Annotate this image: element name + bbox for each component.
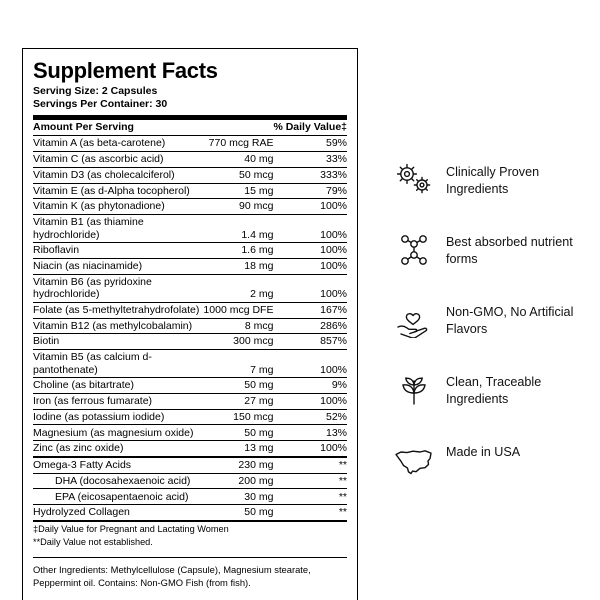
feature-item xyxy=(392,160,587,200)
nutrient-name: EPA (eicosapentaenoic acid) xyxy=(33,489,203,505)
nutrient-amount: 15 mg xyxy=(203,183,273,199)
nutrient-name: Iron (as ferrous fumarate) xyxy=(33,393,203,409)
nutrient-name: Choline (as bitartrate) xyxy=(33,378,203,394)
footnote-asterisk: **Daily Value not established. xyxy=(33,537,153,548)
nutrient-daily-value: 100% xyxy=(273,441,347,457)
nutrient-name: Magnesium (as magnesium oxide) xyxy=(33,425,203,441)
col-header-daily-value: % Daily Value‡ xyxy=(273,120,347,136)
nutrient-name: Vitamin A (as beta-carotene) xyxy=(33,136,203,152)
nutrient-name: Vitamin B12 (as methylcobalamin) xyxy=(33,318,203,334)
table-row xyxy=(33,409,347,425)
nutrient-name: Omega-3 Fatty Acids xyxy=(33,457,203,473)
table-row xyxy=(33,243,347,259)
nutrient-daily-value: 33% xyxy=(273,152,347,168)
nutrient-amount: 200 mg xyxy=(203,473,273,489)
nutrient-name: Iodine (as potassium iodide) xyxy=(33,409,203,425)
nutrient-daily-value: 100% xyxy=(273,350,347,378)
nutrient-amount: 50 mg xyxy=(203,378,273,394)
nutrient-daily-value: ** xyxy=(273,489,347,505)
nutrient-daily-value: 100% xyxy=(273,258,347,274)
feature-item xyxy=(392,300,587,340)
other-ingredients: Other Ingredients: Methylcellulose (Capsule), Magnesium stearate, Peppermint oil. Contains: Non-GMO Fish (from fish). xyxy=(33,563,311,588)
nutrient-name: Vitamin C (as ascorbic acid) xyxy=(33,152,203,168)
nutrient-amount: 50 mg xyxy=(203,425,273,441)
servings-per-container: Servings Per Container: 30 xyxy=(33,97,168,110)
leaf-icon xyxy=(392,370,436,410)
table-row xyxy=(33,152,347,168)
nutrient-daily-value: 333% xyxy=(273,167,347,183)
nutrient-name: Vitamin B6 (as pyridoxine hydrochloride) xyxy=(33,274,203,302)
nutrient-amount: 27 mg xyxy=(203,393,273,409)
nutrient-name: Riboflavin xyxy=(33,243,203,259)
serving-size: Serving Size: 2 Capsules xyxy=(33,85,158,98)
feature-item xyxy=(392,440,587,480)
supplement-facts-panel xyxy=(22,48,358,600)
feature-item xyxy=(392,230,587,270)
nutrient-name: Zinc (as zinc oxide) xyxy=(33,441,203,457)
nutrient-amount: 50 mg xyxy=(203,505,273,521)
nutrient-table xyxy=(33,120,347,522)
nutrient-daily-value: 857% xyxy=(273,334,347,350)
table-row xyxy=(33,457,347,473)
nutrient-name: Niacin (as niacinamide) xyxy=(33,258,203,274)
nutrient-name: Vitamin B5 (as calcium d-pantothenate) xyxy=(33,350,203,378)
table-row xyxy=(33,215,347,243)
usa-map-icon xyxy=(392,440,436,480)
nutrient-amount: 7 mg xyxy=(203,350,273,378)
nutrient-daily-value: 100% xyxy=(273,393,347,409)
table-row xyxy=(33,441,347,457)
nutrient-amount: 30 mg xyxy=(203,489,273,505)
table-row xyxy=(33,199,347,215)
feature-item xyxy=(392,370,587,410)
col-header-amount: Amount Per Serving xyxy=(33,120,203,136)
hand-heart-icon xyxy=(392,300,436,340)
other-ingredients-divider xyxy=(33,557,347,558)
nutrient-amount: 13 mg xyxy=(203,441,273,457)
nutrient-daily-value: 79% xyxy=(273,183,347,199)
nutrient-amount: 230 mg xyxy=(203,457,273,473)
col-header-spacer xyxy=(203,120,273,136)
feature-label: Made in USA xyxy=(446,445,521,459)
nutrient-daily-value: 100% xyxy=(273,274,347,302)
nutrient-amount: 1.4 mg xyxy=(203,215,273,243)
nutrient-amount: 300 mcg xyxy=(203,334,273,350)
nutrient-daily-value: ** xyxy=(273,505,347,521)
table-row xyxy=(33,378,347,394)
table-row xyxy=(33,274,347,302)
table-row xyxy=(33,258,347,274)
table-row xyxy=(33,425,347,441)
nutrient-amount: 50 mcg xyxy=(203,167,273,183)
table-row xyxy=(33,183,347,199)
footnotes xyxy=(33,524,347,550)
table-row xyxy=(33,473,347,489)
nutrient-amount: 2 mg xyxy=(203,274,273,302)
nutrient-amount: 90 mcg xyxy=(203,199,273,215)
feature-label: Non-GMO, No Artificial Flavors xyxy=(446,305,574,336)
nutrient-daily-value: 100% xyxy=(273,215,347,243)
nutrient-name: Vitamin D3 (as cholecalciferol) xyxy=(33,167,203,183)
footnote-dagger: ‡Daily Value for Pregnant and Lactating Women xyxy=(33,524,229,535)
feature-label: Best absorbed nutrient forms xyxy=(446,235,573,266)
nutrient-name: Hydrolyzed Collagen xyxy=(33,505,203,521)
table-row xyxy=(33,489,347,505)
nutrient-daily-value: 13% xyxy=(273,425,347,441)
nutrient-amount: 18 mg xyxy=(203,258,273,274)
nutrient-daily-value: 52% xyxy=(273,409,347,425)
nutrient-name: Vitamin E (as d-Alpha tocopherol) xyxy=(33,183,203,199)
nutrient-daily-value: ** xyxy=(273,473,347,489)
nutrient-amount: 150 mcg xyxy=(203,409,273,425)
gears-icon xyxy=(392,160,436,200)
nutrient-name: DHA (docosahexaenoic acid) xyxy=(33,473,203,489)
nutrient-amount: 1000 mcg DFE xyxy=(203,302,273,318)
table-row xyxy=(33,302,347,318)
nutrient-amount: 1.6 mg xyxy=(203,243,273,259)
table-row xyxy=(33,350,347,378)
table-row xyxy=(33,318,347,334)
table-row xyxy=(33,334,347,350)
nutrient-name: Vitamin K (as phytonadione) xyxy=(33,199,203,215)
nutrient-name: Folate (as 5-methyltetrahydrofolate) xyxy=(33,302,203,318)
nutrient-daily-value: 59% xyxy=(273,136,347,152)
nutrient-daily-value: 100% xyxy=(273,199,347,215)
molecule-icon xyxy=(392,230,436,270)
table-row xyxy=(33,167,347,183)
nutrient-daily-value: ** xyxy=(273,457,347,473)
nutrient-daily-value: 286% xyxy=(273,318,347,334)
nutrient-name: Biotin xyxy=(33,334,203,350)
nutrient-name: Vitamin B1 (as thiamine hydrochloride) xyxy=(33,215,203,243)
table-row xyxy=(33,505,347,521)
feature-list xyxy=(392,160,587,510)
panel-title: Supplement Facts xyxy=(33,58,218,83)
feature-label: Clean, Traceable Ingredients xyxy=(446,375,542,406)
nutrient-amount: 40 mg xyxy=(203,152,273,168)
feature-label: Clinically Proven Ingredients xyxy=(446,165,540,196)
nutrient-amount: 770 mcg RAE xyxy=(203,136,273,152)
nutrient-amount: 8 mcg xyxy=(203,318,273,334)
table-row xyxy=(33,393,347,409)
table-header-row xyxy=(33,120,347,136)
table-row xyxy=(33,136,347,152)
nutrient-daily-value: 9% xyxy=(273,378,347,394)
nutrient-daily-value: 100% xyxy=(273,243,347,259)
nutrient-daily-value: 167% xyxy=(273,302,347,318)
